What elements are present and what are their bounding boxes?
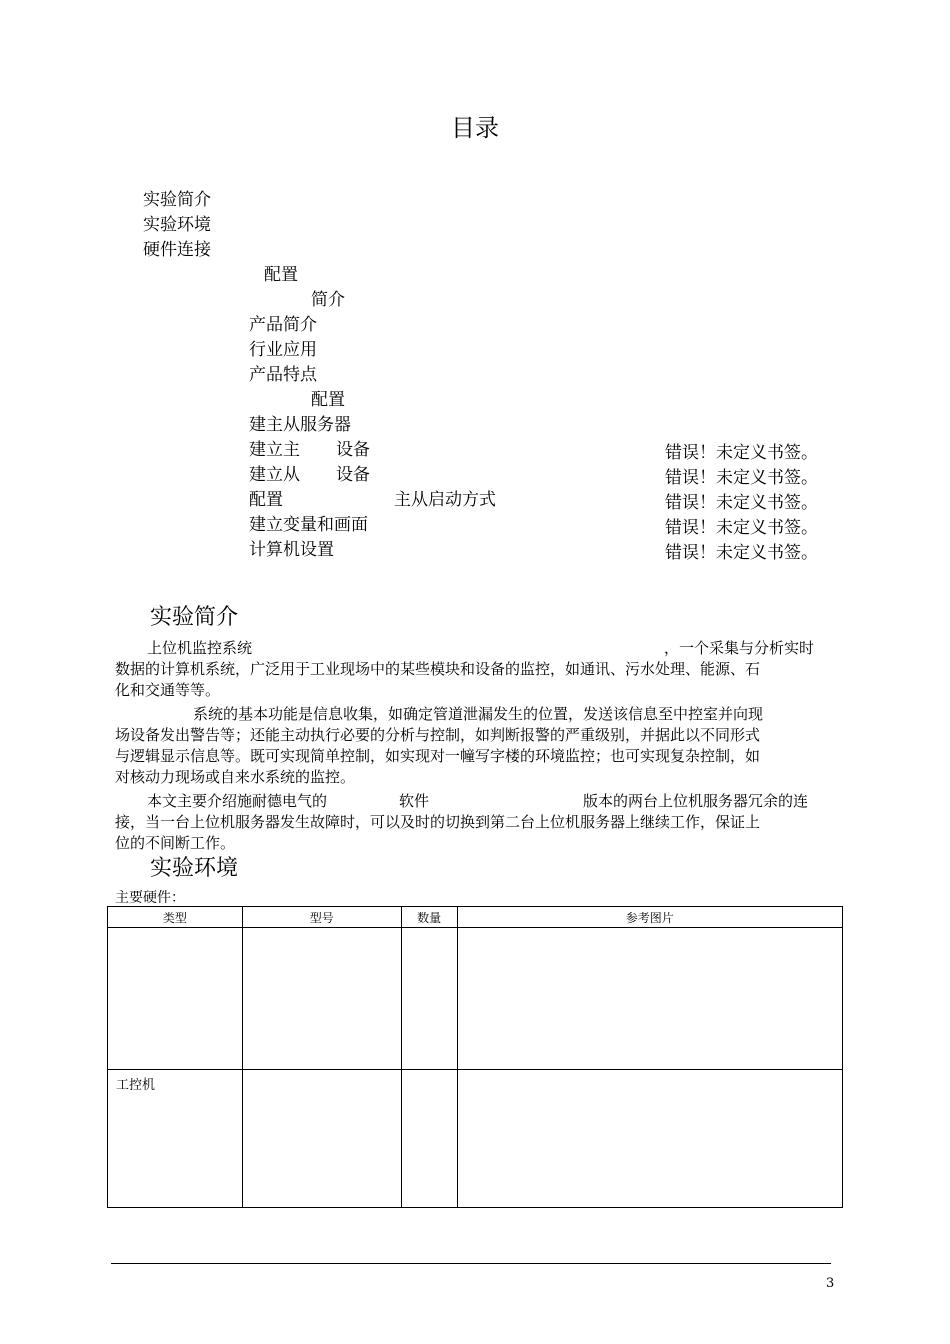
column-header: 参考图片 — [457, 907, 842, 928]
section-heading: 实验简介 — [150, 605, 239, 630]
toc-item[interactable]: 建主从服务器 — [249, 415, 351, 435]
toc-item[interactable]: 行业应用 — [249, 340, 317, 360]
table-cell — [108, 928, 243, 1070]
table-row — [108, 1070, 843, 1208]
toc-item-suffix: 设备 — [336, 465, 370, 485]
table-caption: 主要硬件： — [115, 890, 185, 906]
table-cell — [401, 928, 457, 1070]
paragraph-text: 化和交通等等。 — [115, 681, 221, 699]
table-row — [108, 928, 843, 1070]
toc-error-note: 错误！未定义书签。 — [665, 518, 818, 538]
section-heading: 实验环境 — [150, 856, 239, 881]
column-header: 型号 — [242, 907, 401, 928]
paragraph-text: 本文主要介绍施耐德电气的 — [147, 792, 328, 810]
table-cell — [401, 1070, 457, 1208]
toc-item[interactable]: 产品特点 — [249, 365, 317, 385]
toc-item[interactable]: 实验简介 — [143, 190, 211, 210]
table-header-row — [108, 907, 843, 928]
toc-error-note: 错误！未定义书签。 — [665, 468, 818, 488]
paragraph-text: 场设备发出警告等；还能主动执行必要的分析与控制，如判断报警的严重级别，并据此以不同形式 — [115, 726, 761, 744]
column-header: 类型 — [108, 907, 243, 928]
toc-title: 目录 — [451, 114, 499, 142]
paragraph-text: 数据的计算机系统，广泛用于工业现场中的某些模块和设备的监控，如通讯、污水处理、能源、石 — [115, 660, 761, 678]
toc-item[interactable]: 计算机设置 — [249, 540, 334, 560]
paragraph-text: 软件 — [399, 792, 430, 810]
paragraph-text: 版本的两台上位机服务器冗余的连 — [583, 792, 809, 810]
table-cell — [457, 928, 842, 1070]
table-cell — [242, 1070, 401, 1208]
paragraph-text: 上位机监控系统 — [147, 639, 253, 657]
column-header: 数量 — [401, 907, 457, 928]
paragraph-text: 接，当一台上位机服务器发生故障时，可以及时的切换到第二台上位机服务器上继续工作，保证上 — [115, 813, 761, 831]
paragraph-text: ，一个采集与分析实时 — [664, 639, 815, 657]
paragraph-text: 系统的基本功能是信息收集，如确定管道泄漏发生的位置，发送该信息至中控室并向现 — [193, 705, 764, 723]
toc-item-suffix: 主从启动方式 — [394, 490, 496, 510]
paragraph-text: 对核动力现场或自来水系统的监控。 — [115, 768, 356, 786]
toc-error-note: 错误！未定义书签。 — [665, 543, 818, 563]
toc-item[interactable]: 配置 — [311, 390, 345, 410]
toc-item[interactable]: 硬件连接 — [143, 240, 211, 260]
table-cell — [457, 1070, 842, 1208]
toc-item-suffix: 设备 — [336, 440, 370, 460]
toc-item[interactable]: 配置 — [264, 265, 298, 285]
toc-item[interactable]: 配置 — [249, 490, 283, 510]
paragraph-text: 与逻辑显示信息等。既可实现简单控制，如实现对一幢写字楼的环境监控；也可实现复杂控制，如 — [115, 747, 761, 765]
paragraph-text: 位的不间断工作。 — [115, 834, 236, 852]
hardware-table — [107, 906, 843, 1208]
toc-item[interactable]: 简介 — [311, 290, 345, 310]
table-cell — [242, 928, 401, 1070]
table-cell: 工控机 — [108, 1070, 243, 1208]
toc-item[interactable]: 建立主 — [249, 440, 300, 460]
toc-item[interactable]: 实验环境 — [143, 215, 211, 235]
page-number: 3 — [826, 1276, 835, 1291]
toc-error-note: 错误！未定义书签。 — [665, 443, 818, 463]
toc-error-note: 错误！未定义书签。 — [665, 493, 818, 513]
toc-item[interactable]: 产品简介 — [249, 315, 317, 335]
toc-item[interactable]: 建立从 — [249, 465, 300, 485]
footer-divider — [111, 1263, 831, 1264]
toc-item[interactable]: 建立变量和画面 — [249, 515, 368, 535]
